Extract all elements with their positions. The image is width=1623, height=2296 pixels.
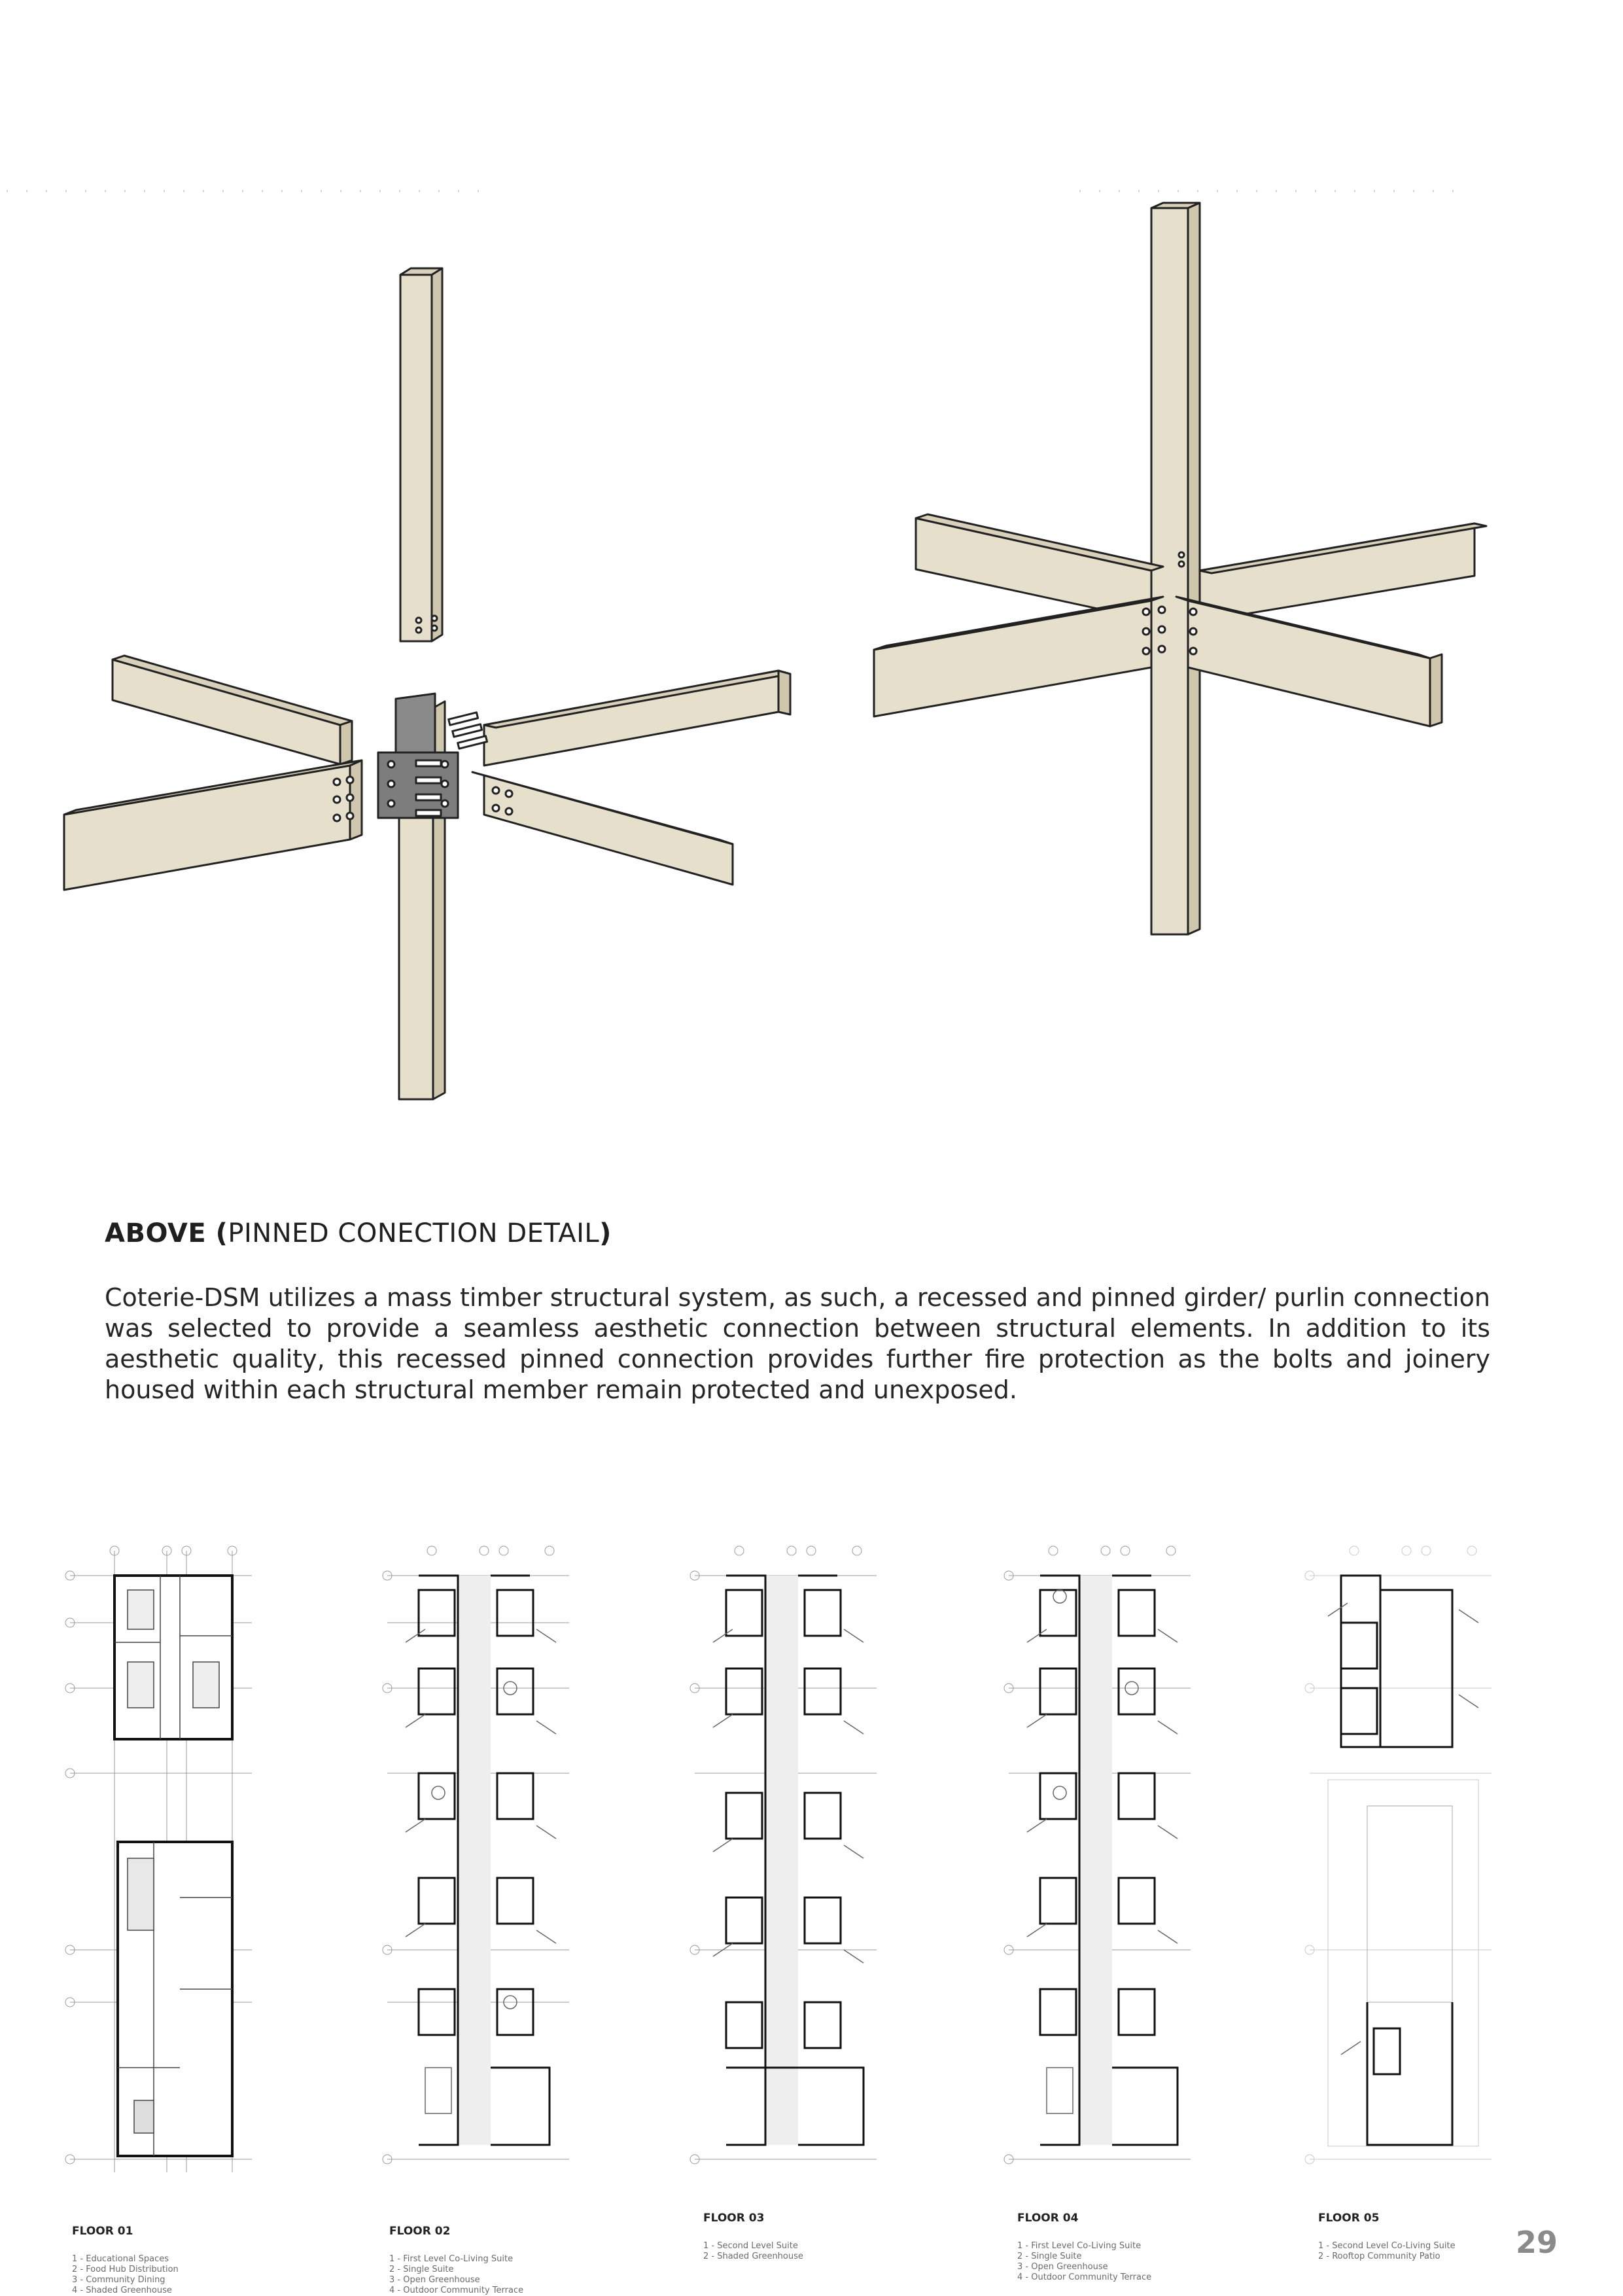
floor-04-legend-item: 2 - Single Suite [1017, 2252, 1082, 2261]
floor-plan-04 [1001, 1531, 1197, 2282]
floor-02-legend-item: 2 - Single Suite [389, 2265, 454, 2274]
floor-01-title: FLOOR 01 [72, 2225, 133, 2238]
floor-04-title: FLOOR 04 [1017, 2212, 1079, 2225]
floor-02-legend-item: 4 - Outdoor Community Terrace [389, 2286, 524, 2295]
floor-02-legend [389, 2254, 523, 2296]
assembled-column [1151, 208, 1188, 934]
floor-02-legend-item: 3 - Open Greenhouse [389, 2275, 480, 2285]
beam-front-left [64, 766, 350, 890]
floor-plan-03 [687, 1531, 883, 2261]
floor-plan-05-drawing [1302, 1531, 1498, 2212]
floor-04-legend-item: 3 - Open Greenhouse [1017, 2262, 1108, 2272]
floor-02-title: FLOOR 02 [389, 2225, 451, 2238]
caption-heading-suffix: ) [599, 1218, 612, 1248]
floor-03-legend [703, 2241, 803, 2262]
floor-02-legend-item: 1 - First Level Co-Living Suite [389, 2254, 514, 2264]
assembled-beam-front-left [874, 601, 1151, 716]
assembled-beam-back-right [1200, 523, 1475, 622]
floor-04-legend-item: 4 - Outdoor Community Terrace [1017, 2272, 1152, 2282]
floor-01-legend-item: 4 - Shaded Greenhouse [72, 2286, 172, 2295]
page-number: 29 [1515, 2225, 1558, 2260]
caption-heading-prefix: ABOVE ( [105, 1218, 228, 1248]
assembled-beam-front-right [1188, 601, 1430, 726]
caption-heading-title: PINNED CONECTION DETAIL [228, 1218, 600, 1248]
caption-heading [105, 1218, 1505, 1248]
floor-plan-01-drawing [62, 1531, 258, 2212]
floor-03-title: FLOOR 03 [703, 2212, 765, 2225]
caption-body: Coterie-DSM utilizes a mass timber structural system, as such, a recessed and pinned girder/ purlin connection was selected to provide a seamless aesthetic connection between structural elements. In addition to its aesthetic quality, this recessed pinned connection provides further fire protection as the bolts and joinery housed within each structural member remain protected and unexposed. [105, 1283, 1490, 1404]
floor-01-legend-item: 2 - Food Hub Distribution [72, 2265, 179, 2274]
floor-04-legend-item: 1 - First Level Co-Living Suite [1017, 2241, 1142, 2251]
floor-04-legend [1017, 2241, 1151, 2283]
assembled-connection-diagram [874, 203, 1486, 934]
floor-01-legend-item: 3 - Community Dining [72, 2275, 166, 2285]
floor-05-legend-item: 1 - Second Level Co-Living Suite [1318, 2241, 1456, 2251]
floor-05-legend-item: 2 - Rooftop Community Patio [1318, 2252, 1440, 2261]
upper-column-face [400, 275, 432, 641]
floor-01-legend [72, 2254, 179, 2296]
floor-05-title: FLOOR 05 [1318, 2212, 1380, 2225]
floor-plan-03-drawing [687, 1531, 883, 2212]
floor-05-legend [1318, 2241, 1456, 2262]
floor-plan-02-drawing [379, 1531, 576, 2212]
floor-01-legend-item: 1 - Educational Spaces [72, 2254, 169, 2264]
floor-plan-05 [1302, 1531, 1498, 2261]
floor-03-legend-item: 1 - Second Level Suite [703, 2241, 798, 2251]
beam-front-right [484, 775, 733, 885]
floor-plan-01 [62, 1531, 258, 2295]
floor-03-legend-item: 2 - Shaded Greenhouse [703, 2252, 803, 2261]
floor-plan-02 [379, 1531, 576, 2295]
exploded-connection-diagram [64, 268, 790, 1099]
floor-plan-04-drawing [1001, 1531, 1197, 2212]
